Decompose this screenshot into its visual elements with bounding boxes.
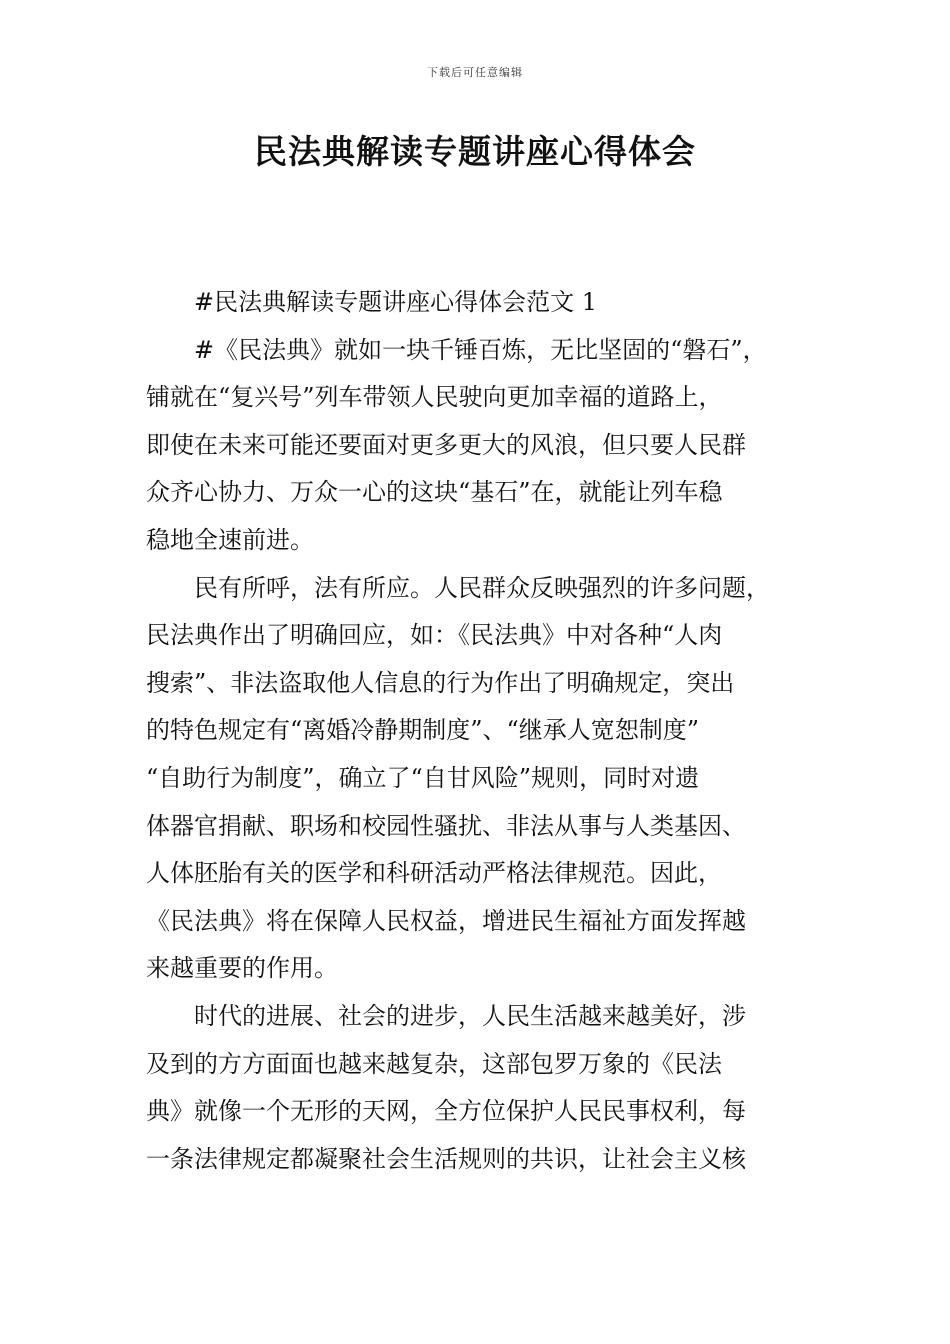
paragraph-line: 铺就在“复兴号”列车带领人民驶向更加幸福的道路上， [146, 383, 723, 412]
paragraph-line: 民有所呼，法有所应。人民群众反映强烈的许多问题， [194, 573, 770, 602]
paragraph-1 [146, 327, 806, 565]
header-note: 下载后可任意编辑 [427, 66, 523, 79]
paragraph-line: 来越重要的作用。 [146, 954, 338, 983]
paragraph-line: 时代的进展、社会的进步，人民生活越来越美好，涉 [194, 1001, 746, 1030]
paragraph-line: 民法典作出了明确回应，如：《民法典》中对各种“人肉 [146, 621, 723, 650]
document-body [146, 279, 806, 1183]
paragraph-line: 众齐心协力、万众一心的这块“基石”在，就能让列车稳 [146, 478, 723, 507]
subheading-line: #民法典解读专题讲座心得体会范文 1 [194, 288, 598, 316]
paragraph-line: “自助行为制度”，确立了“自甘风险”规则，同时对遗 [146, 763, 700, 792]
paragraph-line: 典》就像一个无形的天网，全方位保护人民民事权利，每 [146, 1097, 746, 1126]
subheading [146, 279, 806, 327]
paragraph-line: 即使在未来可能还要面对更多更大的风浪，但只要人民群 [146, 430, 746, 459]
paragraph-line: 人体胚胎有关的医学和科研活动严格法律规范。因此， [146, 859, 722, 888]
paragraph-line: 体器官捐献、职场和校园性骚扰、非法从事与人类基因、 [146, 811, 746, 840]
paragraph-line: 及到的方方面面也越来越复杂，这部包罗万象的《民法 [146, 1049, 722, 1078]
paragraph-line: 搜索”、非法盗取他人信息的行为作出了明确规定，突出 [146, 668, 735, 697]
paragraph-line: 的特色规定有“离婚冷静期制度”、“继承人宽恕制度” [146, 716, 700, 745]
paragraph-3 [146, 993, 806, 1183]
paragraph-line: 一条法律规定都凝聚社会生活规则的共识，让社会主义核 [146, 1144, 746, 1173]
document-title: 民法典解读专题讲座心得体会 [254, 132, 696, 171]
paragraph-line: #《民法典》就如一块千锤百炼，无比坚固的“磐石”， [194, 335, 767, 364]
paragraph-2 [146, 565, 806, 993]
paragraph-line: 稳地全速前进。 [146, 525, 314, 554]
paragraph-line: 《民法典》将在保障人民权益，增进民生福祉方面发挥越 [146, 906, 746, 935]
